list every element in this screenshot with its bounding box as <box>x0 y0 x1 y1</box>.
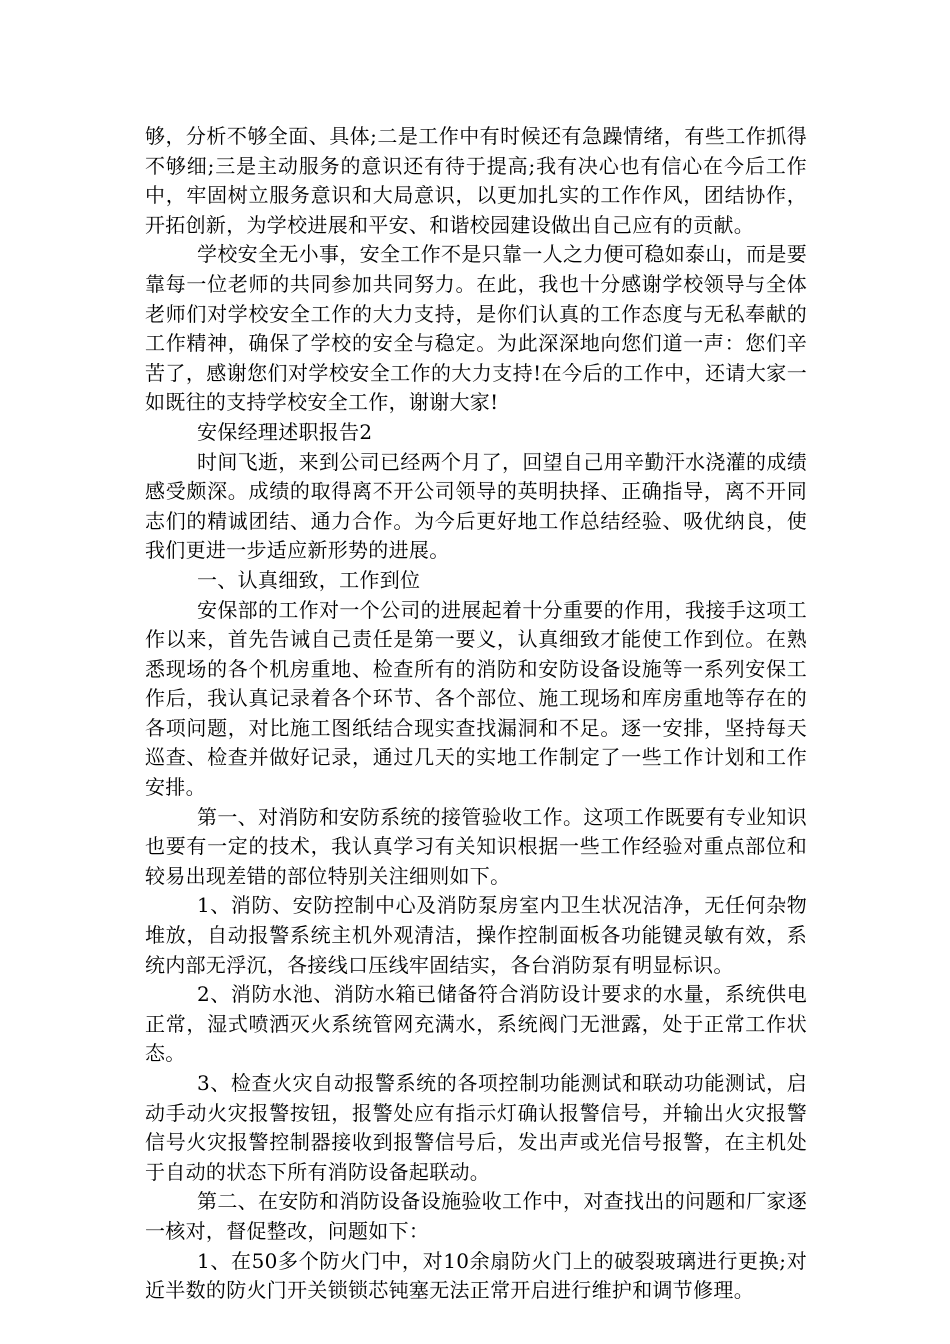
paragraph-6: 第二、在安防和消防设备设施验收工作中，对查找出的问题和厂家逐一核对，督促整改，问题如下： <box>145 1189 807 1243</box>
paragraph-4: 安保部的工作对一个公司的进展起着十分重要的作用，我接手这项工作以来，首先告诫自己责任是第一要义，认真细致才能使工作到位。在熟悉现场的各个机房重地、检查所有的消防和安防设备设施等一系列安保工作后，我认真记录着各个环节、各个部位、施工现场和库房重地等存在的各项问题，对比施工图纸结合现实查找漏洞和不足。逐一安排，坚持每天巡查、检查并做好记录，通过几天的实地工作制定了一些工作计划和工作安排。 <box>145 597 807 800</box>
paragraph-2: 学校安全无小事，安全工作不是只靠一人之力便可稳如泰山，而是要靠每一位老师的共同参加共同努力。在此，我也十分感谢学校领导与全体老师们对学校安全工作的大力支持，是你们认真的工作态度与无私奉献的工作精神，确保了学校的安全与稳定。为此深深地向您们道一声：您们辛苦了，感谢您们对学校安全工作的大力支持!在今后的工作中，还请大家一如既往的支持学校安全工作，谢谢大家! <box>145 242 807 415</box>
paragraph-1: 够，分析不够全面、具体;二是工作中有时候还有急躁情绪，有些工作抓得不够细;三是主动服务的意识还有待于提高;我有决心也有信心在今后工作中，牢固树立服务意识和大局意识，以更加扎实的工作作风，团结协作，开拓创新，为学校进展和平安、和谐校园建设做出自己应有的贡献。 <box>145 124 807 237</box>
paragraph-3: 时间飞逝，来到公司已经两个月了，回望自己用辛勤汗水浇灌的成绩感受颇深。成绩的取得离不开公司领导的英明抉择、正确指导，离不开同志们的精诚团结、通力合作。为今后更好地工作总结经验、吸优纳良，使我们更进一步适应新形势的进展。 <box>145 449 807 563</box>
paragraph-5: 第一、对消防和安防系统的接管验收工作。这项工作既要有专业知识也要有一定的技术，我认真学习有关知识根据一些工作经验对重点部位和较易出现差错的部位特别关注细则如下。 <box>145 804 807 888</box>
list-item-3: 3、检查火灾自动报警系统的各项控制功能测试和联动功能测试，启动手动火灾报警按钮，报警处应有指示灯确认报警信号，并输出火灾报警信号火灾报警控制器接收到报警信号后，发出声或光信号报警，在主机处于自动的状态下所有消防设备起联动。 <box>145 1071 807 1184</box>
section-title-report-2: 安保经理述职报告2 <box>197 419 373 444</box>
heading-careful-work: 一、认真细致，工作到位 <box>197 567 421 592</box>
list-item-1: 1、消防、安防控制中心及消防泵房室内卫生状况洁净，无任何杂物堆放，自动报警系统主机外观清洁，操作控制面板各功能键灵敏有效，系统内部无浮沉，各接线口压线牢固结实，各台消防泵有明显标识。 <box>145 893 807 977</box>
list-item-2: 2、消防水池、消防水箱已储备符合消防设计要求的水量，系统供电正常，湿式喷洒灭火系统管网充满水，系统阀门无泄露，处于正常工作状态。 <box>145 982 807 1066</box>
document-body <box>145 122 807 1306</box>
list-item-4: 1、在50多个防火门中，对10余扇防火门上的破裂玻璃进行更换;对近半数的防火门开关锁锁芯钝塞无法正常开启进行维护和调节修理。 <box>145 1248 807 1303</box>
